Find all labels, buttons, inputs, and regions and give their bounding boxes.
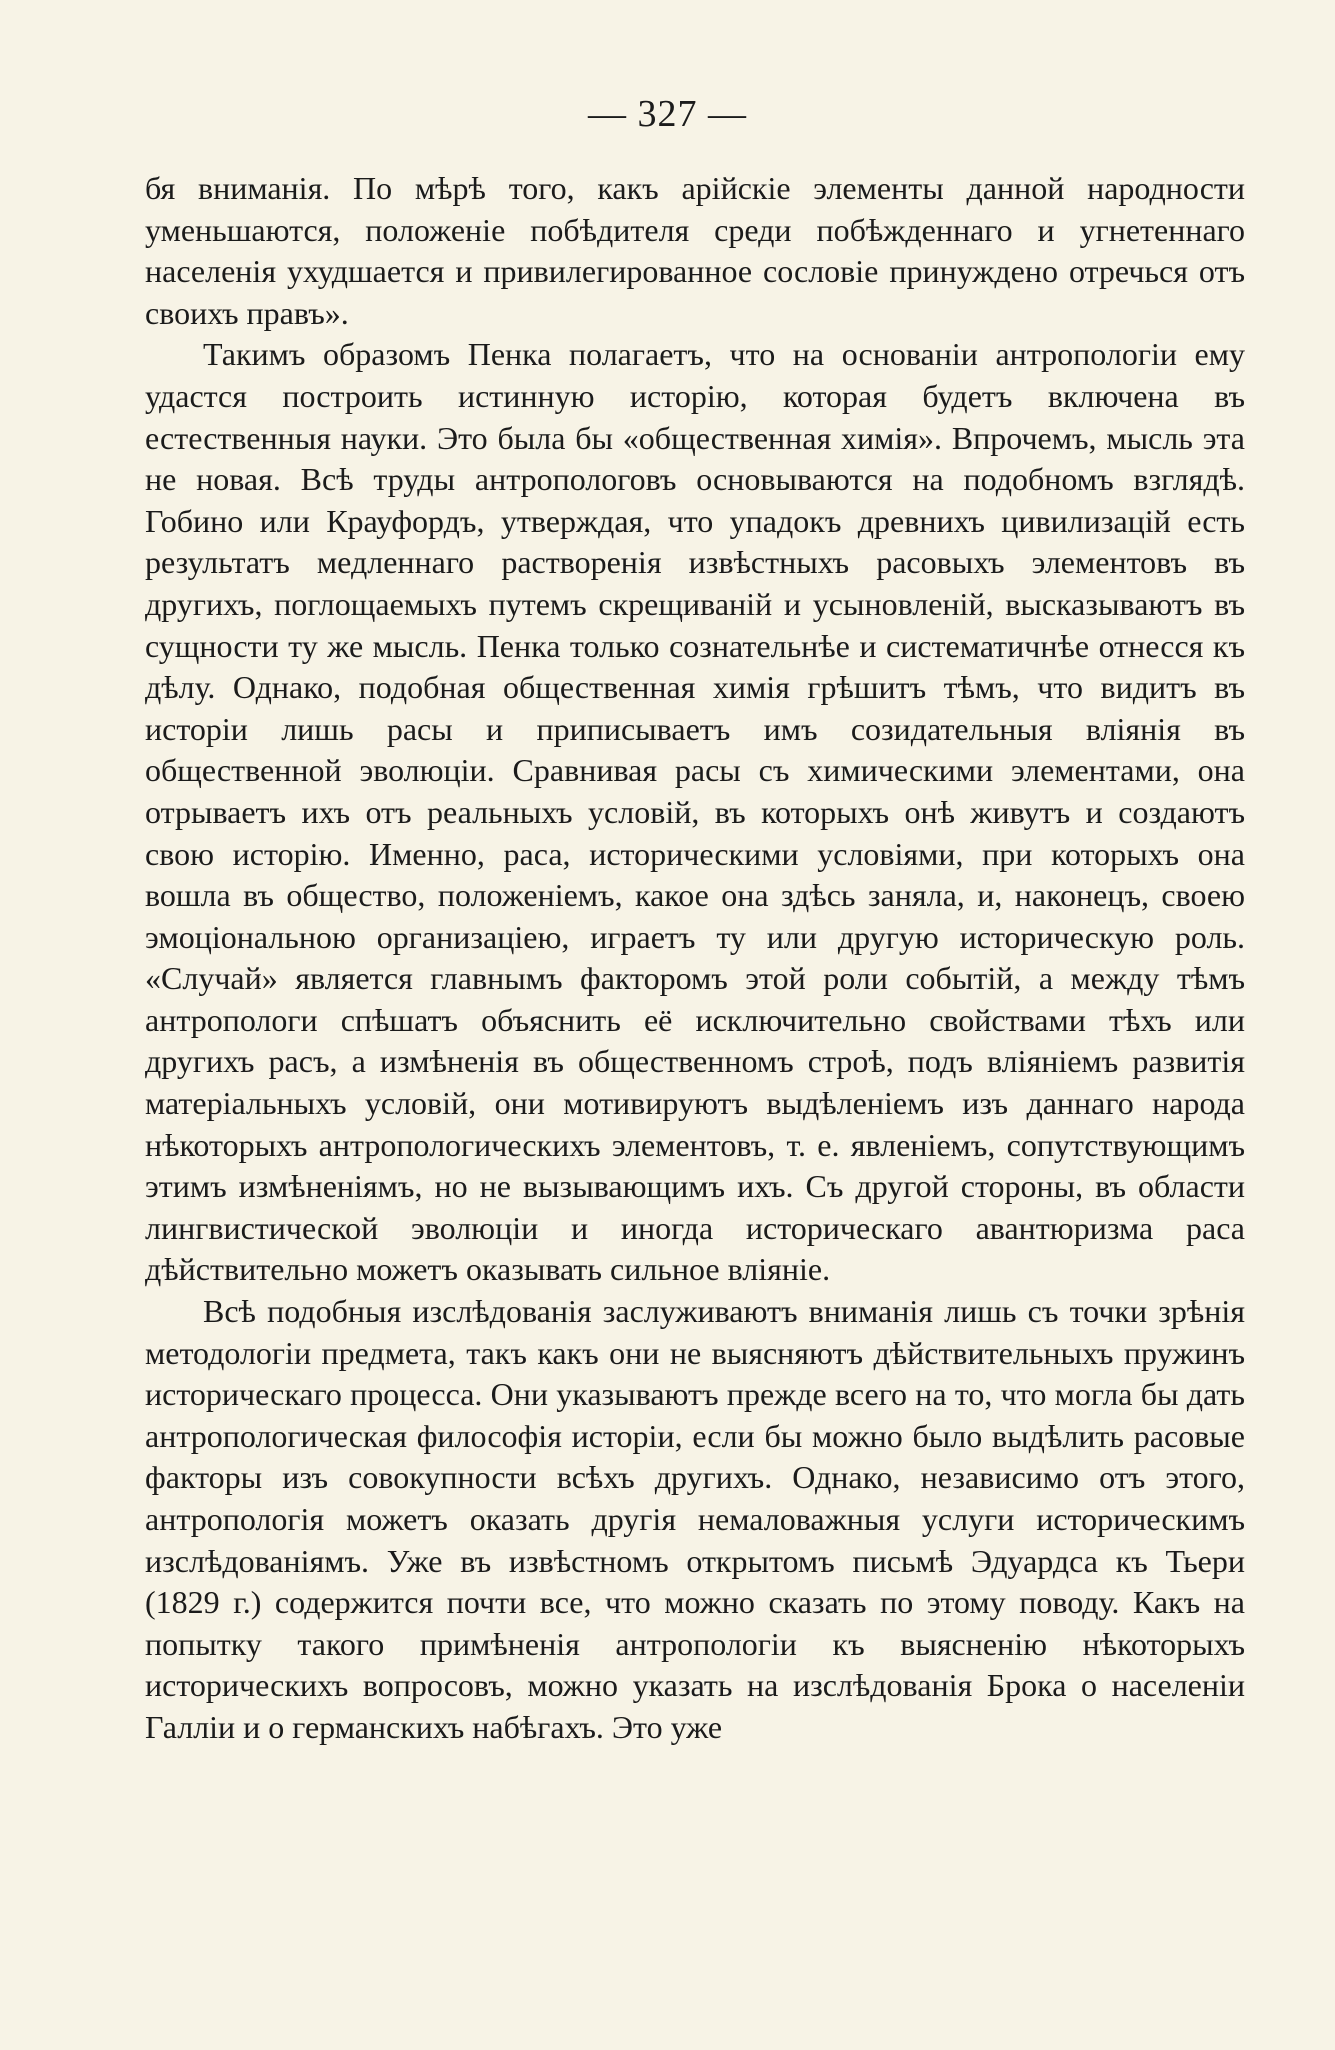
- page-number: — 327 —: [588, 93, 747, 135]
- paragraph-continued: бя вниманія. По мѣрѣ того, какъ арійскіе элементы данной народности уменьшаются, положеніе побѣдителя среди побѣжденнаго и угнетеннаго населенія ухудшается и привилегированное сословіе принуждено отречься отъ своихъ правъ».: [145, 170, 1245, 331]
- body-text: [145, 168, 1245, 1749]
- paragraph-penka-social-chemistry: Такимъ образомъ Пенка полагаетъ, что на основаніи антропологіи ему удастся построить истинную исторію, которая будетъ включена въ естественныя науки. Это была бы «общественная химія». Впрочемъ, мысль эта не новая. Всѣ труды антропологовъ основываются на подобномъ взглядѣ. Гобино или Крауфордъ, утверждая, что упадокъ древнихъ цивилизацій есть результатъ медленнаго растворенія извѣстныхъ расовыхъ элементовъ въ другихъ, поглощаемыхъ путемъ скрещиваній и усыновленій, высказываютъ въ сущности ту же мысль. Пенка только сознательнѣе и систематичнѣе отнесся къ дѣлу. Однако, подобная общественная химія грѣшитъ тѣмъ, что видитъ въ исторіи лишь расы и приписываетъ имъ созидательныя вліянія въ общественной эволюціи. Сравнивая расы съ химическими элементами, она отрываетъ ихъ отъ реальныхъ условій, въ которыхъ онѣ живутъ и создаютъ свою исторію. Именно, раса, историческими условіями, при которыхъ она вошла въ общество, положеніемъ, какое она здѣсь заняла, и, наконецъ, своею эмоціональною организаціею, играетъ ту или другую историческую роль. «Случай» является главнымъ факторомъ этой роли событій, а между тѣмъ антропологи спѣшатъ объяснить её исключительно свойствами тѣхъ или другихъ расъ, а измѣненія въ общественномъ строѣ, подъ вліяніемъ развитія матеріальныхъ условій, они мотивируютъ выдѣленіемъ изъ даннаго народа нѣкоторыхъ антропологическихъ элементовъ, т. е. явленіемъ, сопутствующимъ этимъ измѣненіямъ, но не вызывающимъ ихъ. Съ другой стороны, въ области лингвистической эволюціи и иногда историческаго авантюризма раса дѣйствительно можетъ оказывать сильное вліяніе.: [145, 336, 1245, 1288]
- paragraph-methodology: Всѣ подобныя изслѣдованія заслуживаютъ вниманія лишь съ точки зрѣнія методологіи предмета, такъ какъ они не выясняютъ дѣйствительныхъ пружинъ историческаго процесса. Они указываютъ прежде всего на то, что могла бы дать антропологическая философія исторіи, если бы можно было выдѣлить расовые факторы изъ совокупности всѣхъ другихъ. Однако, независимо отъ этого, антропологія можетъ оказать другія немаловажныя услуги историческимъ изслѣдованіямъ. Уже въ извѣстномъ открытомъ письмѣ Эдуардса къ Тьери (1829 г.) содержится почти все, что можно сказать по этому поводу. Какъ на попытку такого примѣненія антропологіи къ выясненію нѣкоторыхъ историческихъ вопросовъ, можно указать на изслѣдованія Брока о населеніи Галліи и о германскихъ набѣгахъ. Это уже: [145, 1293, 1245, 1745]
